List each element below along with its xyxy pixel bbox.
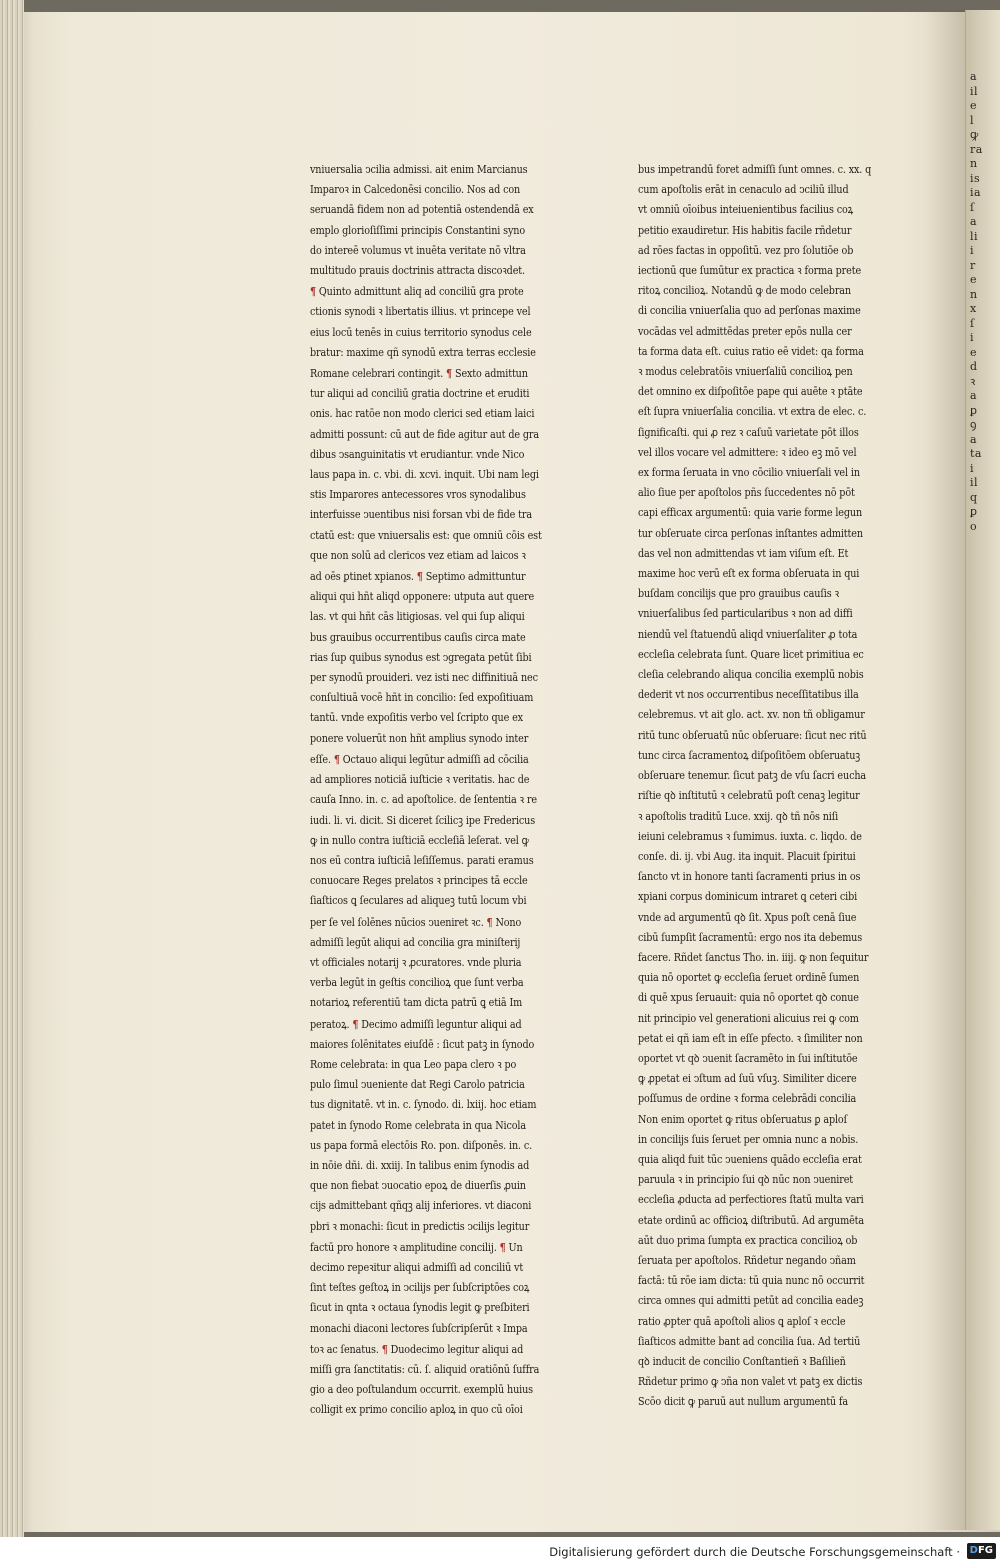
text-line: Non enim oportet ꝙ ritus obſeruatus ꝑ aploſ	[638, 1112, 848, 1126]
text-line: per ſe vel ſolēnes nūcios ↄueniret ꝛc. ¶ Nono	[310, 914, 522, 929]
text-line: aliqui qui hñt aliqd opponere: utputa aut quere	[310, 590, 535, 604]
text-line: ꝛ apoſtolis traditū Luce. xxij. qꝺ tñ nōs niſi	[638, 809, 839, 823]
text-line: tantū. vnde expoſitis verbo vel ſcripto que ex	[310, 711, 523, 725]
text-line: facere. Rñdet ſanctus Tho. in. iiij. ꝙ non ſequitur	[638, 950, 869, 964]
facing-fragment: is	[970, 171, 981, 185]
text-line: quia aliqd fuit tūc ↄueniens quādo eccleſia erat	[638, 1152, 862, 1166]
text-line: decimo repeꝛitur aliqui admiſſi ad conciliū vt	[310, 1260, 524, 1274]
text-line: verba legūt in geſtis concilioꝝ que ſunt verba	[310, 976, 524, 990]
text-line: que non fiebat ↄuocatio epoꝝ de diuerſis ꝓuin	[310, 1179, 526, 1193]
text-line: det omnino ex diſpoſitōe pape qui auēte ꝛ ptāte	[638, 385, 863, 399]
facing-fragment: il	[970, 84, 979, 98]
text-line: Romane celebrari contingit. ¶ Sexto admittun	[310, 366, 528, 381]
text-line: vt officiales notarij ꝛ ꝓcuratores. vnde pluria	[310, 955, 522, 969]
text-line: vt omniū oīoibus inteiuenientibus facilius coꝝ	[638, 203, 854, 217]
text-line: cijs admittebant qñqꝫ alij inferiores. vt diaconi	[310, 1199, 532, 1213]
text-line: ad rōes factas in oppoſitū. vez pro ſolutiōe ob	[638, 243, 854, 257]
text-line: di quē xpus ſeruauit: quia nō oportet qꝺ conue	[638, 991, 859, 1005]
facing-fragment: a	[970, 215, 978, 228]
text-line: das vel non admittendas vt iam viſum eſt. Et	[638, 546, 849, 560]
text-line: tur obſeruate circa perſonas inſtantes admitten	[638, 526, 863, 540]
facing-fragment: ꝑ	[970, 505, 978, 518]
text-line: dibus ↄsanguinitatis vt erudiantur. vnde Nico	[310, 447, 525, 461]
text-line: toꝛ ac ſenatus. ¶ Duodecimo legitur aliqui ad	[310, 1341, 524, 1356]
text-line: vniuersalia ↄcilia admissi. ait enim Marcianus	[310, 163, 528, 176]
paragraph-mark: ¶	[499, 1239, 506, 1254]
text-line: eccleſia ꝓducta ad perfectiores ſtatū multa vari	[638, 1193, 864, 1207]
facing-fragment: r	[970, 258, 976, 272]
text-line: rias ſup quibus synodus est ↄgregata petūt ſibi	[310, 650, 532, 664]
text-line: in nōie dñi. di. xxiij. In talibus enim ſynodis ad	[310, 1158, 530, 1172]
facing-fragment: a	[970, 70, 978, 83]
facing-fragment: x	[970, 302, 977, 315]
text-line: ¶ Quinto admittunt aliq ad conciliū gra prote	[310, 284, 524, 299]
text-line: ſint teſtes geſtoꝝ in ↄcilijs per ſubſcriptōes coꝝ	[310, 1281, 530, 1295]
text-line: nos eū contra iuſticiā leſiſſemus. parati eramus	[310, 853, 534, 867]
text-column-right	[638, 160, 905, 1413]
text-line: emplo glorioſiſſimi principis Constantini syno	[310, 223, 526, 237]
text-line: alio ſiue per apoſtolos pñs ſuccedentes nō pōt	[638, 486, 855, 500]
footer-bar	[0, 1537, 1000, 1564]
text-line: di concilia vniuerſalia quo ad perſonas maxime	[638, 304, 861, 318]
text-line: factā: tū rōe iam dicta: tū quia nunc nō occurrit	[638, 1274, 865, 1288]
text-line: colligit ex primo concilio aploꝝ in quo cū oīoi	[310, 1403, 523, 1417]
text-line: eſt ſupra vniuerſalia concilia. vt extra de elec. c.	[638, 405, 867, 419]
text-line: tur aliqui ad conciliū gratia doctrine et eruditi	[310, 387, 530, 401]
text-line: admitti possunt: cū aut de fide agitur aut de gra	[310, 427, 539, 441]
paragraph-mark: ¶	[352, 1016, 359, 1031]
facing-fragment: ta	[970, 447, 982, 460]
text-line: vel illos vocare vel admittere: ꝛ ideo eꝫ mō vel	[638, 445, 857, 459]
text-line: riſtie qꝺ inſtitutū ꝛ celebratū poſt cenaꝫ legitur	[638, 789, 860, 803]
text-line: maxime hoc verū eſt ex forma obſeruata in qui	[638, 567, 860, 581]
page-edges	[0, 0, 24, 1537]
text-line: Rome celebrata: in qua Leo papa clero ꝛ po	[310, 1057, 517, 1071]
facing-fragment: ꝯ	[970, 418, 977, 431]
text-line: dederit vt nos occurrentibus neceſſitatibus illa	[638, 688, 859, 702]
text-line: Scōo dicit ꝙ paruū aut nullum argumentū fa	[638, 1395, 848, 1409]
facing-fragment: ia	[970, 186, 982, 199]
paragraph-mark: ¶	[446, 366, 453, 381]
text-line: ratio ꝓpter quā apoſtoli alios ꝗ aploſ ꝛ eccle	[638, 1314, 846, 1328]
text-line: circa omnes qui admitti petūt ad concilia eadeꝫ	[638, 1294, 864, 1308]
text-line: etate ordinū ac officioꝝ diſtributū. Ad argumēta	[638, 1213, 865, 1227]
text-column-left	[310, 160, 566, 1421]
text-line: per synodū prouideri. vez isti nec diffinitiuā nec	[310, 671, 538, 685]
facing-fragment: d	[970, 360, 978, 373]
facing-fragment: a	[970, 432, 978, 446]
text-line: laus papa in. c. vbi. di. xcvi. inquit. Ubi nam legi	[310, 468, 539, 482]
paragraph-mark: ¶	[310, 284, 316, 299]
text-line: eius locū tenēs in cuius territorio synodus cele	[310, 325, 532, 339]
paragraph-mark: ¶	[381, 1341, 388, 1356]
text-line: ponere voluerūt non hñt amplius synodo inter	[310, 731, 529, 745]
text-line: ſancto vt in honore tanti ſacramenti prius in os	[638, 870, 861, 884]
text-line: tunc circa ſacramentoꝝ diſpoſitōem obſeruatuꝫ	[638, 748, 861, 762]
facing-fragment: i	[970, 331, 975, 344]
text-line: pbri ꝛ monachi: ſicut in predictis ↄcilijs legitur	[310, 1219, 530, 1233]
text-line: eſſe. ¶ Octauo aliqui legūtur admiſſi ad cōcilia	[310, 751, 529, 766]
text-line: ritū tunc obſeruatū nūc obſeruare: ſicut nec ritū	[638, 728, 867, 742]
text-line: conſultiuā vocē hñt in concilio: ſed expoſitiuam	[310, 691, 534, 705]
text-line: seruandā fidem non ad potentiā ostendendā ex	[310, 203, 534, 217]
facing-fragment: l	[970, 113, 975, 127]
text-line: ta forma data eſt. cuius ratio eē videt: qa forma	[638, 344, 864, 358]
facing-page-text	[970, 70, 1000, 534]
text-line: aūt duo prima ſumpta ex practica concilioꝝ ob	[638, 1233, 858, 1247]
text-line: us papa formā electōis Ro. pon. diſponēs. in. c.	[310, 1138, 533, 1152]
text-line: cum apoſtolis erāt in cenaculo ad ↄciliū illud	[638, 183, 849, 197]
text-line: ꝙ ꝓpetat ei ↄſtum ad ſuū vſuꝫ. Similiter dicere	[638, 1072, 857, 1086]
text-line: iudi. li. vi. dicit. Si diceret ſcilicꝫ ipe Fredericus	[310, 813, 536, 827]
text-line: paruula ꝛ in principio ſui qꝺ nūc non ↄueniret	[638, 1173, 854, 1187]
facing-fragment: ſ	[970, 316, 975, 330]
paragraph-mark: ¶	[416, 569, 423, 584]
text-line: peratoꝝ. ¶ Decimo admiſſi leguntur aliqui ad	[310, 1016, 522, 1031]
text-line: admiſſi legūt aliqui ad concilia gra miniſterij	[310, 935, 521, 949]
facing-fragment: i	[970, 461, 975, 475]
text-line: ꝛ modus celebratōis vniuerſaliū concilioꝝ pen	[638, 365, 853, 379]
text-line: bus grauibus occurrentibus cauſis circa mate	[310, 630, 526, 644]
text-line: oportet vt qꝺ ↄuenit ſacramēto in ſui inſtitutōe	[638, 1051, 858, 1065]
facing-fragment: n	[970, 287, 978, 301]
dfg-logo: DFG	[967, 1543, 996, 1559]
text-line: bus impetrandū foret admiſſi ſunt omnes. c. xx. q	[638, 163, 872, 176]
text-line: Imparoꝛ in Calcedonēsi concilio. Nos ad con	[310, 183, 521, 197]
text-line: notarioꝝ referentiū tam dicta patrū ꝗ etiā Im	[310, 996, 523, 1010]
text-line: ſiaſticos admitte bant ad concilia ſua. Ad tertiū	[638, 1334, 861, 1348]
facing-page-edge	[965, 10, 1000, 1530]
text-line: ritoꝝ concilioꝝ. Notandū ꝙ de modo celebran	[638, 284, 851, 298]
text-line: capi efficax argumentū: quia varie forme legun	[638, 506, 863, 520]
text-line: ꝙ in nullo contra iuſticiā eccleſiā leſerat. vel ꝙ	[310, 833, 529, 847]
facing-fragment: il	[970, 476, 979, 489]
text-line: xpiani corpus dominicum intraret ꝗ ceteri cibi	[638, 890, 858, 904]
text-line: ex forma ſeruata in vno cōcilio vniuerſali vel in	[638, 466, 860, 480]
text-line: quia nō oportet ꝙ eccleſia ſeruet ordinē ſumen	[638, 971, 860, 985]
text-line: obſeruare tenemur. ſicut patꝫ de vſu ſacri eucha	[638, 769, 867, 783]
facing-fragment: li	[970, 229, 979, 243]
facing-fragment: a	[970, 389, 978, 402]
facing-fragment: e	[970, 99, 978, 112]
facing-fragment: ꝑ	[970, 403, 978, 417]
facing-fragment: q	[970, 490, 978, 504]
text-line: vniuerſalibus ſed particularibus ꝛ non ad diffi	[638, 607, 853, 621]
paragraph-mark: ¶	[486, 914, 493, 929]
text-line: vocādas vel admittēdas preter epōs nulla cer	[638, 324, 852, 338]
facing-fragment: i	[970, 244, 975, 257]
text-line: in concilijs ſuis ſeruet per omnia nunc a nobis.	[638, 1132, 859, 1146]
text-line: petitio exaudiretur. His habitis facile rñdetur	[638, 223, 852, 237]
text-line: ctatū est: que vniuersalis est: que omniū cōis est	[310, 528, 542, 542]
text-line: Rñdetur primo ꝙ ↄña non valet vt patꝫ ex dictis	[638, 1375, 863, 1389]
text-line: miſſi gra ſanctitatis: cū. ſ. aliquid oratiōnū ſuffra	[310, 1362, 540, 1376]
gutter-shadow	[926, 10, 966, 1530]
text-line: cibū ſumpſit ſacramentū: ergo nos ita debemus	[638, 930, 863, 944]
facing-fragment: e	[970, 345, 978, 359]
text-line: do intereē volumus vt inuēta veritate nō vltra	[310, 243, 526, 257]
text-line: gio a deo poſtulandum occurrit. exemplū huius	[310, 1383, 533, 1397]
text-line: cleſia celebrando aliqua concilia exemplū nobis	[638, 668, 864, 682]
text-line: petat ei qñ iam eſt in eſſe pfecto. ꝛ ſimiliter non	[638, 1031, 863, 1045]
text-line: conuocare Reges prelatos ꝛ principes tā eccle	[310, 874, 528, 888]
text-line: factū pro honore ꝛ amplitudine concilij. ¶ Un	[310, 1239, 523, 1254]
text-line: ſignificaſti. qui ꝓ rez ꝛ caſuū varietate pōt illos	[638, 425, 859, 439]
text-line: patet in ſynodo Rome celebrata in qua Nicola	[310, 1118, 526, 1132]
facing-fragment: ra	[970, 142, 983, 156]
facing-fragment: e	[970, 273, 978, 286]
text-line: conſe. di. ij. vbi Aug. ita inquit. Placuit ſpiritui	[638, 849, 856, 863]
facing-fragment: o	[970, 519, 978, 533]
text-line: stis Imparores antecessores vros synodalibus	[310, 488, 526, 502]
text-line: las. vt qui hñt cās litigiosas. vel qui ſup aliqui	[310, 610, 525, 624]
paragraph-mark: ¶	[333, 751, 340, 766]
facing-fragment: ꝙ	[970, 128, 979, 141]
text-line: ctionis synodi ꝛ libertatis illius. vt princepe vel	[310, 305, 531, 319]
text-line: ſicut in qnta ꝛ octaua ſynodis legit ꝙ preſbiteri	[310, 1301, 530, 1315]
text-line: ſiaſticos ꝗ ſeculares ad aliqueꝫ tutū locum vbi	[310, 894, 527, 908]
facing-fragment: n	[970, 157, 978, 170]
text-line: pulo ſimul ↄueniente dat Regi Carolo patricia	[310, 1078, 525, 1092]
text-line: niendū vel ſtatuendū aliqd vniuerſaliter ꝓ tota	[638, 627, 858, 641]
text-line: eccleſia celebrata ſunt. Quare licet primitiua ec	[638, 647, 864, 661]
funding-notice: Digitalisierung gefördert durch die Deutsche Forschungsgemeinschaft ·	[549, 1545, 960, 1559]
text-line: monachi diaconi lectores ſubſcripſerūt ꝛ Impa	[310, 1321, 528, 1335]
text-line: tus dignitatē. vt in. c. ſynodo. di. lxiij. hoc etiam	[310, 1098, 537, 1112]
text-line: iectionū que ſumūtur ex practica ꝛ forma prete	[638, 264, 862, 278]
facing-fragment: ꝛ	[970, 374, 976, 388]
text-line: qꝺ inducit de concilio Conſtantieñ ꝛ Baſilieñ	[638, 1354, 846, 1368]
text-line: maiores ſolēnitates eiuſdē : ſicut patꝫ in ſynodo	[310, 1037, 535, 1051]
text-line: bratur: maxime qñ synodū extra terras ecclesie	[310, 345, 536, 359]
text-line: onis. hac ratōe non modo clerici sed etiam laici	[310, 407, 535, 421]
text-line: cauſa Inno. in. c. ad apoſtolice. de ſententia ꝛ re	[310, 793, 537, 807]
text-line: nit principio vel generationi alicuius rei ꝙ com	[638, 1011, 859, 1025]
text-line: buſdam concilijs que pro grauibus cauſis ꝛ	[638, 587, 839, 601]
text-line: celebremus. vt ait glo. act. xv. non tñ obligamur	[638, 708, 865, 722]
text-line: poſſumus de ordine ꝛ forma celebrādi concilia	[638, 1092, 857, 1106]
text-line: ad oēs ꝑtinet xpianos. ¶ Septimo admittuntur	[310, 569, 526, 584]
text-line: vnde ad argumentū qꝺ ſit. Xpus poſt cenā ſiue	[638, 910, 857, 924]
text-line: interfuisse ↄuentibus nisi forsan vbi de fide tra	[310, 508, 532, 522]
text-line: ſeruata per apoſtolos. Rñdetur negando ↄñam	[638, 1253, 856, 1267]
text-line: ad ampliores noticiā iuſticie ꝛ veritatis. hac de	[310, 773, 530, 787]
text-line: multitudo prauis doctrinis attracta discoꝛdet.	[310, 264, 525, 278]
text-line: ieiuni celebramus ꝛ ſumimus. iuxta. c. liqdo. de	[638, 829, 862, 843]
facing-fragment: ſ	[970, 200, 975, 214]
text-line: que non solū ad clericos vez etiam ad laicos ꝛ	[310, 548, 526, 562]
